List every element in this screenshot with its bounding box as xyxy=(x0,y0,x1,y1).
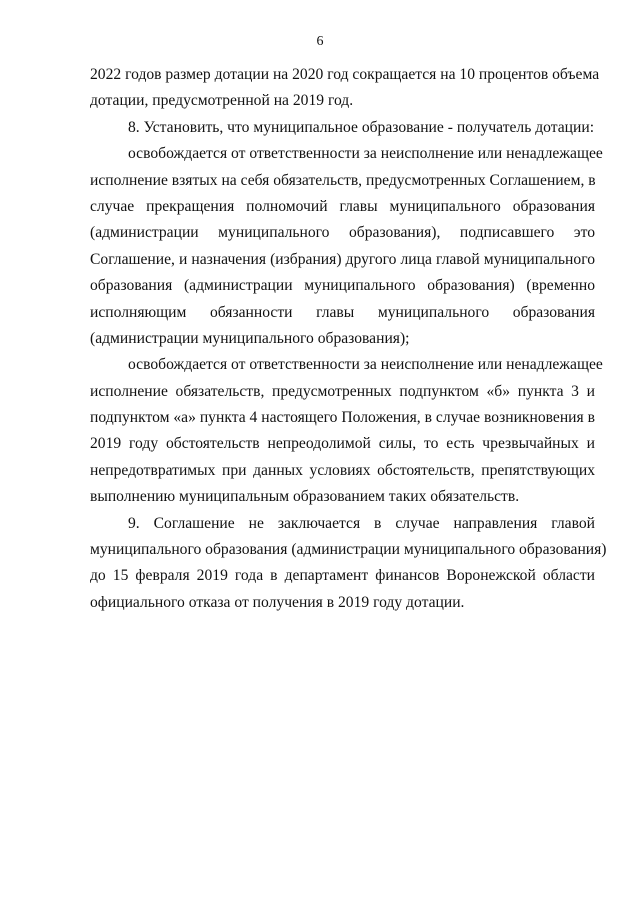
paragraph-continuation xyxy=(90,62,600,115)
text-line: (администрации муниципального образования); xyxy=(90,329,410,347)
text-line: исполнение взятых на себя обязательств, предусмотренных Соглашением, в xyxy=(90,171,596,189)
text-line: официального отказа от получения в 2019 году дотации. xyxy=(90,593,465,611)
text-line: исполняющим обязанности главы муниципального образования xyxy=(90,303,595,321)
text-line: 2022 годов размер дотации на 2020 год сокращается на 10 процентов объема xyxy=(90,66,600,83)
text-line: выполнению муниципальным образованием таких обязательств. xyxy=(90,488,520,506)
paragraph-release-obligations-1 xyxy=(90,141,603,352)
text-line: 8. Установить, что муниципальное образование - получатель дотации: xyxy=(128,118,595,136)
text-line: до 15 февраля 2019 года в департамент финансов Воронежской области xyxy=(90,567,595,585)
paragraph-release-obligations-2 xyxy=(90,352,603,510)
text-line: исполнение обязательств, предусмотренных подпунктом «б» пункта 3 и xyxy=(90,382,595,400)
text-line: случае прекращения полномочий главы муниципального образования xyxy=(90,197,595,215)
text-line: муниципального образования (администрации муниципального образования) xyxy=(90,541,607,559)
text-line: 9. Соглашение не заключается в случае направления главой xyxy=(128,514,595,532)
text-line: образования (администрации муниципального образования) (временно xyxy=(90,277,595,295)
text-line: (администрации муниципального образования), подписавшего это xyxy=(90,224,595,242)
text-line: Соглашение, и назначения (избрания) другого лица главой муниципального xyxy=(90,250,595,268)
text-line: непредотвратимых при данных условиях обстоятельств, препятствующих xyxy=(90,461,595,479)
text-line: дотации, предусмотренной на 2019 год. xyxy=(90,92,354,110)
paragraph-item-8 xyxy=(90,115,595,141)
text-line: освобождается от ответственности за неисполнение или ненадлежащее xyxy=(128,356,603,374)
text-line: освобождается от ответственности за неисполнение или ненадлежащее xyxy=(128,145,603,163)
paragraph-item-9 xyxy=(90,511,607,617)
document-body xyxy=(90,62,607,616)
text-line: подпунктом «а» пункта 4 настоящего Положения, в случае возникновения в xyxy=(90,409,595,427)
page-number: 6 xyxy=(316,34,324,49)
text-line: 2019 году обстоятельств непреодолимой силы, то есть чрезвычайных и xyxy=(90,435,595,453)
